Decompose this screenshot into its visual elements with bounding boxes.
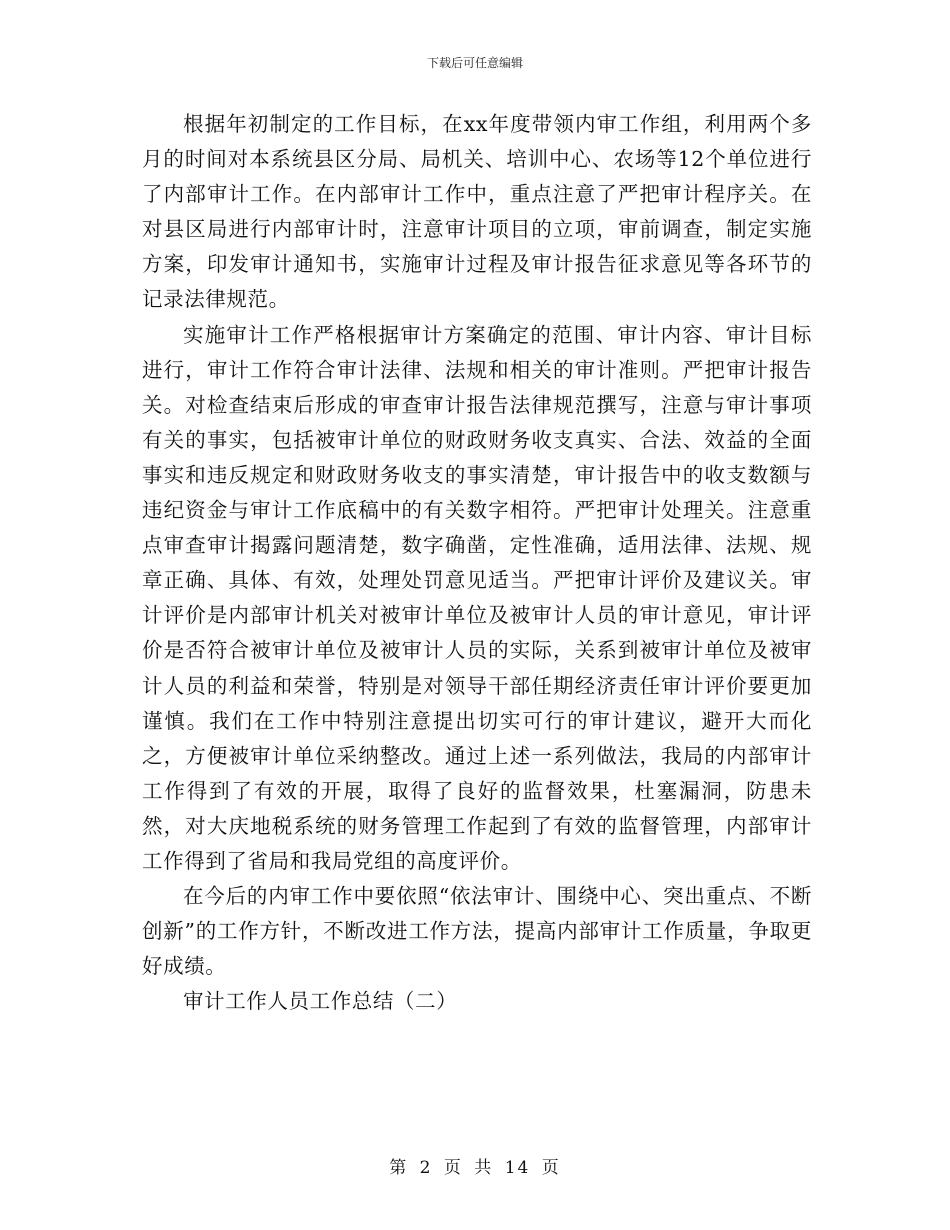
paragraph-future-work: 在今后的内审工作中要依照“依法审计、围绕中心、突出重点、不断创新”的工作方针，不断改进工作方法，提高内部审计工作质量，争取更好成绩。 (142, 884, 812, 979)
paragraph-audit-implementation: 实施审计工作严格根据审计方案确定的范围、审计内容、审计目标进行，审计工作符合审计法律、法规和相关的审计准则。严把审计报告关。对检查结束后形成的审查审计报告法律规范撰写，注意与审计事项有关的事实，包括被审计单位的财政财务收支真实、合法、效益的全面事实和违反规定和财政财务收支的事实清楚，审计报告中的收支数额与违纪资金与审计工作底稿中的有关数字相符。严把审计处理关。注意重点审查审计揭露问题清楚，数字确凿，定性准确，适用法律、法规、规章正确、具体、有效，处理处罚意见适当。严把审计评价及建议关。审计评价是内部审计机关对被审计单位及被审计人员的审计意见，审计评价是否符合被审计单位及被审计人员的实际，关系到被审计单位及被审计人员的利益和荣誉，特别是对领导干部任期经济责任审计评价要更加谨慎。我们在工作中特别注意提出切实可行的审计建议，避开大而化之，方便被审计单位采纳整改。通过上述一系列做法，我局的内部审计工作得到了有效的开展，取得了良好的监督效果，杜塞漏洞，防患未然，对大庆地税系统的财务管理工作起到了有效的监督管理，内部审计工作得到了省局和我局党组的高度评价。 (142, 322, 812, 873)
document-body (142, 107, 812, 1019)
paragraph-audit-goals: 根据年初制定的工作目标，在xx年度带领内审工作组，利用两个多月的时间对本系统县区分局、局机关、培训中心、农场等12个单位进行了内部审计工作。在内部审计工作中，重点注意了严把审计程序关。在对县区局进行内部审计时，注意审计项目的立项，审前调查，制定实施方案，印发审计通知书，实施审计过程及审计报告征求意见等各环节的记录法律规范。 (142, 112, 812, 312)
page-header-note: 下载后可任意编辑 (426, 56, 523, 70)
section-heading: 审计工作人员工作总结（二） (183, 989, 458, 1014)
page-number: 第 2 页 共 14 页 (389, 1158, 561, 1178)
